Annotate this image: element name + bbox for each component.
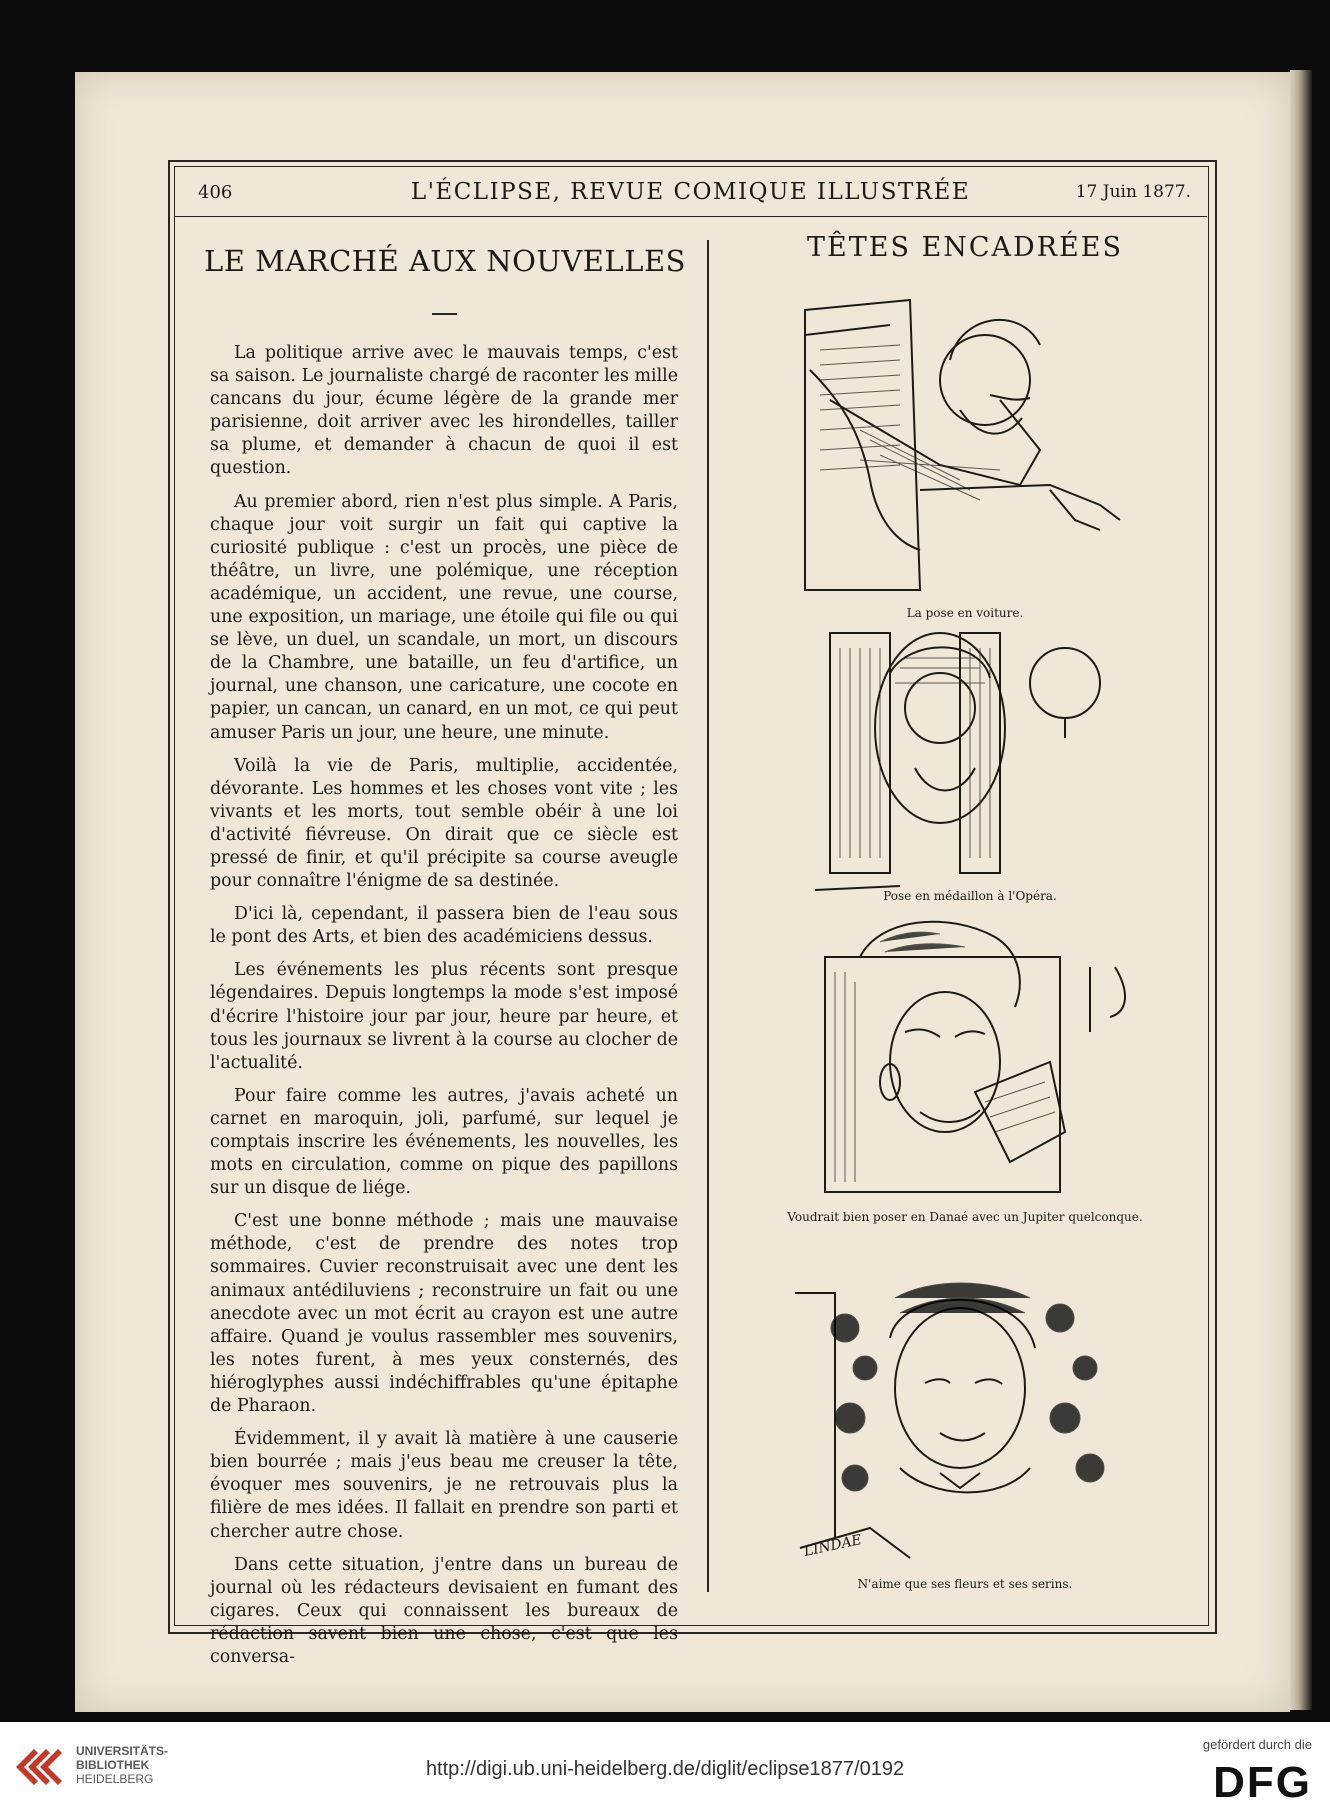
article-title: LE MARCHÉ AUX NOUVELLES xyxy=(204,244,686,278)
caption-3: Voudrait bien poser en Danaé avec un Jupiter quelconque. xyxy=(787,1210,1143,1224)
illustration-flowers xyxy=(790,1238,1150,1568)
paragraph: Pour faire comme les autres, j'avais acheté un carnet en maroquin, joli, parfumé, sur lequel je comptais inscrire les événements, les nouvelles, les mots en circulation, comme on pique des papillons sur un disque de liége. xyxy=(210,1085,678,1199)
library-line-3: HEIDELBERG xyxy=(76,1772,154,1786)
paragraph: Évidemment, il y avait là matière à une causerie bien bourrée ; mais j'eus beau me creuser la tête, évoquer mes souvenirs, je ne retrouvais plus la filière de mes idées. Il fallait en prendre son parti et chercher autre chose. xyxy=(210,1429,678,1542)
paragraph: Dans cette situation, j'entre dans un bureau de journal où les rédacteurs devisaient en fumant des cigares. Ceux qui connaissent les bureaux de rédaction savent bien une chose, c'est que les conversa- xyxy=(210,1554,678,1667)
paragraph: Les événements les plus récents sont presque légendaires. Depuis longtemps la mode s'est imposé d'écrire l'histoire jour par jour, heure par heure, et tous les journaux se livrent à la course au clocher de l'actualité. xyxy=(210,960,678,1073)
illustration-danae xyxy=(790,912,1140,1202)
paragraph: La politique arrive avec le mauvais temps, c'est sa saison. Le journaliste chargé de raconter les mille cancans du jour, écume légère de la grande mer parisienne, doit arriver avec les hirondelles, tailler sa plume, et demander à chacun de quoi il est question. xyxy=(210,343,678,479)
caption-2: Pose en médaillon à l'Opéra. xyxy=(883,889,1057,903)
illustration-medallion xyxy=(810,628,1110,898)
artist-signature: LINDAE xyxy=(802,1532,864,1560)
paragraph: Au premier abord, rien n'est plus simple. A Paris, chaque jour voit surgir un fait qui captive la curiosité publique : c'est un procès, une pièce de théâtre, un livre, une polémique, une réception académique, un accident, une revue, une course, une exposition, un mariage, une étoile qui file ou qui se lève, un duel, un scandale, un mort, un discours de la Chambre, une bataille, un feu d'artifice, un journal, une chanson, une caricature, une cocote en papier, un cancan, un canard, en un mot, ce qui peut amuser Paris un jour, une heure, une minute. xyxy=(210,491,678,743)
running-head xyxy=(174,172,1207,216)
funded-by-label: gefördert durch die xyxy=(1202,1737,1312,1752)
paragraph: Voilà la vie de Paris, multiplie, accidentée, dévorante. Les hommes et les choses vont vite ; les vivants et les morts, tout semble obéir à une loi d'activité fiévreuse. On dirait que ce siècle est pressé de finir, et qu'il précipite sa course aveugle pour connaître l'énigme de sa destinée. xyxy=(210,755,678,892)
caption-4: N'aime que ses fleurs et ses serins. xyxy=(857,1577,1073,1591)
column-divider xyxy=(707,240,709,1592)
caption-1: La pose en voiture. xyxy=(906,606,1024,620)
journal-title: L'ÉCLIPSE, REVUE COMIQUE ILLUSTRÉE xyxy=(410,179,971,205)
library-line-1: UNIVERSITÄTS- xyxy=(76,1744,169,1758)
paragraph: C'est une bonne méthode ; mais une mauvaise méthode, c'est de prendre des notes trop sommaires. Cuvier reconstruisait avec une dent les animaux antédiluviens ; reconstruire un fait ou une anecdote avec un mot écrit au crayon est une autre affaire. Quand je voulus rassembler mes souvenirs, les notes furent, à mes yeux consternés, des hiéroglyphes aussi indéchiffrables qu'une épitaphe de Pharaon. xyxy=(210,1211,678,1417)
page-number: 406 xyxy=(198,182,233,203)
paragraph: D'ici là, cependant, il passera bien de l'eau sous le pont des Arts, et bien des académiciens dessus. xyxy=(210,904,678,948)
issue-date: 17 Juin 1877. xyxy=(1075,182,1191,202)
illustration-carriage xyxy=(800,290,1130,600)
permalink-url[interactable]: http://digi.ub.uni-heidelberg.de/diglit/eclipse1877/0192 xyxy=(425,1758,905,1780)
dfg-logo[interactable]: DFG xyxy=(1213,1758,1312,1807)
title-dash xyxy=(432,313,457,315)
library-line-2: BIBLIOTHEK xyxy=(76,1758,150,1772)
header-rule xyxy=(174,216,1207,217)
article-body xyxy=(210,342,678,1679)
page-edge xyxy=(1290,70,1312,1710)
sidebar-title: TÊTES ENCADRÉES xyxy=(807,232,1123,263)
